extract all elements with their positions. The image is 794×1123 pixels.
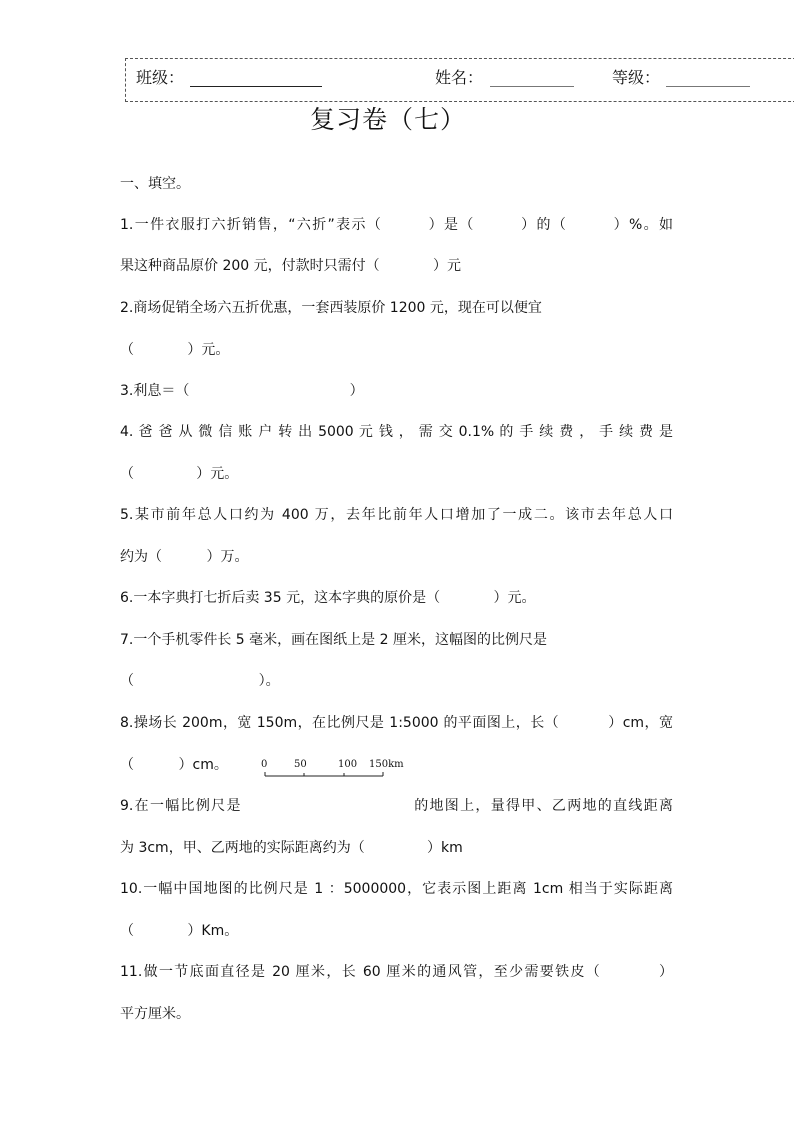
question-11-line-1: 11.做一节底面直径是 20 厘米，长 60 厘米的通风管，至少需要铁皮（ ）	[120, 964, 673, 980]
question-1-line-1: 1.一件衣服打六折销售，“六折”表示（ ）是（ ）的（ ）%。如	[120, 217, 673, 233]
question-2-line-2: （ ）元。	[120, 342, 230, 358]
grade-input-line[interactable]	[666, 86, 750, 87]
question-9-line-1: 9.在一幅比例尺是 的地图上，量得甲、乙两地的直线距离	[120, 798, 673, 814]
class-label: 班级：	[136, 68, 185, 87]
page-title: 复习卷（七）	[310, 105, 467, 134]
question-7-line-2: （ ）。	[120, 673, 280, 689]
question-7-line-1: 7.一个手机零件长 5 毫米，画在图纸上是 2 厘米，这幅图的比例尺是	[120, 632, 547, 648]
name-input-line[interactable]	[490, 86, 574, 87]
scale-line	[258, 759, 408, 783]
question-1-line-2: 果这种商品原价 200 元，付款时只需付（ ）元	[120, 258, 462, 274]
scale-label-0: 0	[261, 759, 268, 770]
grade-label: 等级：	[612, 68, 661, 87]
section-heading: 一、填空。	[120, 176, 190, 192]
question-8-line-1: 8.操场长 200m，宽 150m，在比例尺是 1:5000 的平面图上，长（ ）cm，宽	[120, 715, 673, 731]
question-8-line-2: （ ）cm。	[120, 757, 228, 773]
question-10-line-1: 10.一幅中国地图的比例尺是 1 ：5000000，它表示图上距离 1cm 相当于实际距离	[120, 881, 673, 897]
question-6: 6.一本字典打七折后卖 35 元，这本字典的原价是（ ）元。	[120, 590, 536, 606]
question-4-line-1: 4. 爸 爸 从 微 信 账 户 转 出 5000 元 钱 ， 需 交 0.1% 的 手 续 费 ， 手 续 费 是	[120, 424, 673, 440]
scale-label-150: 150km	[369, 759, 404, 770]
question-5-line-1: 5.某市前年总人口约为 400 万，去年比前年人口增加了一成二。该市去年总人口	[120, 507, 673, 523]
question-10-line-2: （ ）Km。	[120, 923, 239, 939]
question-11-line-2: 平方厘米。	[120, 1006, 190, 1022]
class-input-line[interactable]	[190, 86, 322, 87]
question-5-line-2: 约为（ ）万。	[120, 549, 249, 565]
question-3: 3.利息＝（ ）	[120, 383, 364, 399]
question-9-line-2: 为 3cm，甲、乙两地的实际距离约为（ ）km	[120, 840, 463, 856]
scale-label-100: 100	[338, 759, 358, 770]
question-4-line-2: （ ）元。	[120, 466, 239, 482]
name-label: 姓名：	[435, 68, 484, 87]
scale-bar	[258, 759, 408, 783]
question-2-line-1: 2.商场促销全场六五折优惠，一套西装原价 1200 元，现在可以便宜	[120, 300, 542, 316]
scale-label-50: 50	[294, 759, 307, 770]
